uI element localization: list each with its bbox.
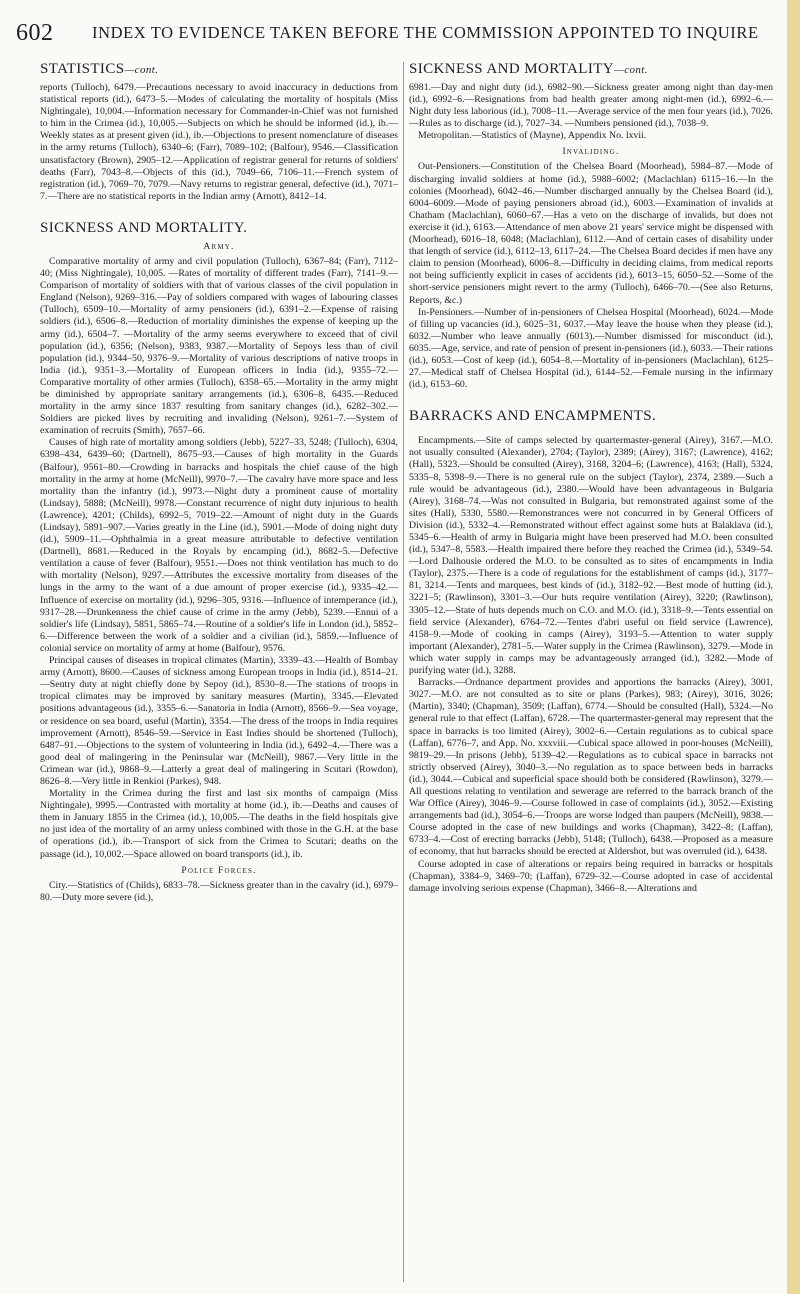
index-entry: 6981.—Day and night duty (id.), 6982–90.—Sickness greater among night than day-men (id.), 6992–6.—Resignations from bad health greater among night-men (id.), 6992–6.—Night duty less laborious (id.), 7008–11.—Average service of the men four years (id.), 7026.—Rules as to discharge (id.), 7027–34. —Numbers pensioned (id.), 7038–9. bbox=[409, 82, 773, 130]
running-title: INDEX TO EVIDENCE TAKEN BEFORE THE COMMISSION APPOINTED TO INQUIRE bbox=[92, 23, 759, 42]
section-title-text: SICKNESS AND MORTALITY bbox=[409, 61, 615, 77]
subheading-army: Army. bbox=[203, 241, 235, 252]
section-title-statistics bbox=[40, 60, 398, 79]
section-title-barracks: BARRACKS AND ENCAMPMENTS. bbox=[409, 408, 657, 425]
index-entry: Principal causes of diseases in tropical climates (Martin), 3339–43.—Health of Bombay army (Arnott), 8600.—Causes of sickness among European troops in India (id.), 8514–21.—Sentry duty at night chiefly done by Sepoy (id.), 8530–8.—The stations of troops in tropical climates may be improved by sanitary measures (Martin), 3345.—Elevated positions advantageous (id.), 3355–6.—Sanatoria in India (Arnott), 8566–9.—Sea voyage, or residence on sea board, useful (Martin), 3354.—The dress of the troops in India requires improvement (Arnott), 8546–59.—Service in East Indies should be shortened (Tulloch), 6487–91.—Objections to the system of volunteering in India (id.), 6492–4.—There was a good deal of malingering in the Peninsular war (McNeill), 9867.—Very little in the Crimean war (id.), 9868–9.—Latterly a great deal of malingering in Scutari (Rowdon), 8626–8.—Very little in Renkioi (Parkes), 948. bbox=[40, 655, 398, 787]
page-edge-shading bbox=[787, 0, 800, 1294]
subheading-police: Police Forces. bbox=[181, 865, 257, 876]
page-number: 602 bbox=[16, 20, 54, 46]
column-divider bbox=[403, 62, 404, 1282]
continued-marker: —cont. bbox=[124, 64, 159, 76]
index-entry: Barracks.—Ordnance department provides and apportions the barracks (Airey), 3001, 3027.—M.O. are not consulted as to site or plans (Parkes), 983; (Airey), 3016, 3026; (Martin), 3340; (Chapman), 3509; (Laffan), 6774.—Should be consulted (Hall), 5324.—No general rule to that effect (Laffan), 6728.—The quartermaster-general may represent that the space in barracks is too limited (Airey), 3002–6.—Certain regulations as to cubical space (Laffan), 6776–7, and App. No. xxxviii.—Cubical space allowed in poor-houses (McNeill), 9819–29.—In prisons (Jebb), 5139–42.—Regulations as to cubical space in barracks not strictly observed (Airey), 3040–3.—No regulation as to space between beds in barracks (id.), 3044.—Cubical and superficial space should both be considered (Rawlinson), 3279.—All questions relating to ventilation and sewerage are referred to the barrack branch of the War Office (Airey), 3046–9.—Course followed in case of complaints (id.), 3052.—Existing arrangements bad (id.), 3054–6.—Troops are worse lodged than paupers (McNeill), 9838.—Course adopted in the case of new buildings and works (Chapman), 3422–8; (Laffan), 6733–4.—Cost of erecting barracks (Jebb), 5148; (Tulloch), 6438.—Proposed as a measure of economy, that hut barracks should be erected at Aldershot, but was overruled (id.), 6438. bbox=[409, 677, 773, 858]
index-entry: City.—Statistics of (Childs), 6833–78.—Sickness greater than in the cavalry (id.), 6979–80.—Duty more severe (id.), bbox=[40, 879, 398, 903]
section-title-sickness: SICKNESS AND MORTALITY. bbox=[40, 219, 248, 236]
section-title-text: STATISTICS bbox=[40, 61, 125, 77]
index-entry: Course adopted in case of alterations or repairs being required in barracks or hospitals (Chapman), 3384–9, 3469–70; (Laffan), 6729–32.—Course adopted in case of accidental damage involving serious expense (Chapman), 3466–8.—Alterations and bbox=[409, 858, 773, 894]
continued-marker: —cont. bbox=[614, 64, 648, 76]
index-entry: Causes of high rate of mortality among soldiers (Jebb), 5227–33, 5248; (Tulloch), 6304, 6398–434, 6439–60; (Dartnell), 8675–93.—Causes of high mortality in the Guards (Balfour), 9561–80.—Crowding in barracks and hospitals the chief cause of the high mortality in the army at home (McNeill), 9970–7.—The cavalry have more space and less mortality than the infantry (id.), 9973.—Night duty a prominent cause of mortality (Lindsay), 5888; (McNeill), 9978.—Constant recurrence of night duty injurious to health (Lawrence), 4201; (Childs), 6992–5, 7019–22.—Amount of night duty in the Guards (Lindsay), 5891–907.—Varies greatly in the Line (id.), 5901.—Mode of doing night duty (id.), 5909–11.—Ophthalmia in a great measure attributable to defective ventilation (Dartnell), 8681.—Reduced in the Royals by encamping (id.), 8682–5.—Defective ventilation a cause of fever (Balfour), 9551.—Does not think ventilation has much to do with mortality (Nelson), 9297.—Attributes the excessive mortality from diseases of the lungs in the army to the want of a due amount of proper exercise (id.), 9335–42.—Influence of exercise on mortality (id.), 9296–305, 9316.—Influence of intemperance (id.), 9317–28.—Drunkenness the chief cause of crime in the army (Jebb), 5239.—Ennui of a soldier's life (Lindsay), 5851, 5865–74.—Routine of a soldier's life in London (id.), 5852–6.—Difference between the work of a soldier and a civilian (id.), 5859.—Influence of colonial service on mortality of army at home (Balfour), 9576. bbox=[40, 437, 398, 654]
index-entry: Encampments.—Site of camps selected by quartermaster-general (Airey), 3167.—M.O. not usually consulted (Alexander), 2704; (Taylor), 2389; (Airey), 3167; (Lawrence), 4162; (Hall), 5323.—Should be consulted (Airey), 3168, 3204–6; (Lawrence), 4163; (Hall), 5324, 5335–8, 5398–9.—There is no general rule on the subject (Taylor), 2374, 2389.—Such a rule would be advantageous (id.), 2380.—Would have been advantageous in Bulgaria (Airey), 3168–74.—Was not consulted in Bulgaria, but remonstrated against some of the sites (Hall), 5330, 5580.—Remonstrances were not concurred in by General Officers of Division (id.), 5332–4.—Remonstrated without effect against some huts at Balaklava (id.), 5345–6.—Health of army in Bulgaria might have been preserved had M.O. been consulted (id.), 5347–8, 5583.—Health impaired there before they reached the Crimea (id.), 5349–54.—Lord Dalhousie ordered the M.O. to be consulted as to sites of encampments in India (Taylor), 2375.—There is a code of regulations for the establishment of camps (id.), 3177–81, 3214.—Tents and marquees, best kinds of (id.), 3182–92.—Best mode of hutting (id.), 3221–5; (Rawlinson), 3301–3.—Our huts require ventilation (Airey), 3220; (Rawlinson), 3305–12.—State of huts depends much on C.O. and M.O. (id.), 3318–9.—Tents essential on field service (Alexander), 6764–72.—Tentes d'abri useful on field service (Lawrence), 4158–9.—Mode of cooking in camps (Airey), 3193–5.—Attention to water supply important (Alexander), 2781–5.—Water supply in the Crimea (Rawlinson), 3279.—Mode in which water supply in camps may be advantageously arranged (id.), 3282.—Mode of purifying water (id.), 3288. bbox=[409, 435, 773, 677]
subheading-invaliding: Invaliding. bbox=[562, 147, 620, 158]
index-entry: In-Pensioners.—Number of in-pensioners of Chelsea Hospital (Moorhead), 6024.—Mode of filling up vacancies (id.), 6025–31, 6037.—May leave the house when they please (id.), 6032.—Number who leave annually (6013).—Number dismissed for misconduct (id.), 6035.—Age, service, and rate of pension of present in-pensioners (id.), 6033.—Their rations (id.), 6053.—Cost of keep (id.), 6054–8.—Mortality of in-pensioners (Maclachlan), 6125–27.—Medical staff of Chelsea Hospital (id.), 6144–52.—Female nursing in the infirmary (id.), 6153–60. bbox=[409, 306, 773, 391]
index-entry: Comparative mortality of army and civil population (Tulloch), 6367–84; (Farr), 7112–40; (Miss Nightingale), 10,005. —Rates of mortality of different trades (Farr), 7141–9.—Comparison of mortality of soldiers with that of various classes of the civil population in England (Nelson), 9269–316.—Pay of soldiers compared with wages of labouring classes (Tulloch), 6509–10.—Mortality of army pensioners (id.), 6391–2.—Expense of raising soldiers (id.), 6506–8.—Reduction of mortality diminishes the expense of keeping up the army (id.), 6504–7. —Mortality of the army seems everywhere to exceed that of civil population (id.), 6356; (Nelson), 9383, 9387.—Mortality of Sepoys less than of civil population (id.), 9344–50, 9376–9.—Mortality of various descriptions of native troops in India (id.), 9351–3.—Mortality of European officers in India (id.), 9355–72.—Comparative mortality of other armies (Tulloch), 6358–65.—Mortality in the army might be diminished by appropriate sanitary arrangements (id.), 6306–8, 6435.—Reduced mortality in the army since 1837 resulting from sanitary changes (id.), 6282–302.—Soldiers are picked lives by recruiting and invaliding (Nelson), 9261–7.—System of examination of recruits (Smith), 7657–66. bbox=[40, 255, 398, 437]
right-column bbox=[409, 60, 773, 1288]
left-column bbox=[40, 60, 398, 1288]
page-header bbox=[0, 14, 800, 54]
section-title-sickness-cont bbox=[409, 60, 773, 79]
index-entry: Out-Pensioners.—Constitution of the Chelsea Board (Moorhead), 5984–87.—Mode of discharging invalid soldiers at home (id.), 5988–6002; (Maclachlan) 6115–16.—In the colonies (Moorhead), 6042–46.—Number discharged annually by the Chelsea Board (id.), 6004–6009.—Mode of paying pensioners abroad (id.), 6003.—Examination of invalids at Chatham (Maclachlan), 6060–67.—Has a veto on the discharge of invalids, but does not exercise it (id.), 6163.—Attendance of men above 21 years' service might be dispensed with (Moorhead), 6016–18, 6048; (Maclachlan), 6112.—And of certain cases of disability under that length of service (id.), 6112–13, 6117–24.—The Chelsea Board decides if men have any claim to pension (Moorhead), 6006–8.—Difficulty in deciding claims, from medical reports not being sufficiently explicit in cases of accidents (id.), 6013–15, 6050–52.—Some of the short-service pensioners might revert to the army (Tulloch), 6466–70.—(See also Returns, Reports, &c.) bbox=[409, 161, 773, 306]
index-entry: reports (Tulloch), 6479.—Precautions necessary to avoid inaccuracy in deductions from statistical reports (id.), 6473–5.—Modes of calculating the mortality of hospitals (Miss Nightingale), 10,004.—Information necessary for Commander-in-Chief was not furnished to him in the Crimea (id.), 10,005.—Subjects on which he should be informed (id.), ib.—Weekly states as at present given (id.), ib.—Objections to present nomenclature of diseases in the army returns (Tulloch), 6340–6; (Farr), 7089–102; (Balfour), 9546.—Classification unsatisfactory (Brown), 2905–12.—Application of registrar general for returns of soldiers' deaths (Farr), 7043–8.—Objects of this (id.), 7049–66, 7106–11.—French system of registration (id.), 7069–70, 7079.—Navy returns to registrar general, defective (id.), 7071–7.—There are no statistical reports in the Indian army (Arnott), 8412–14. bbox=[40, 82, 398, 202]
index-entry: Mortality in the Crimea during the first and last six months of campaign (Miss Nightingale), 9995.—Contrasted with mortality at home (id.), ib.—Deaths and causes of them in January 1855 in the Crimea (id.), 10,005.—The deaths in the field hospitals give no just idea of the mortality of an army unless combined with those in the G.H. at the base of operations (id.), ib.—Transport of sick from the Crimea to Scutari; deaths on the passage (id.), 10,002.—Space allowed on board transports (id.), ib. bbox=[40, 788, 398, 860]
index-entry: Metropolitan.—Statistics of (Mayne), Appendix No. lxvii. bbox=[418, 130, 647, 142]
